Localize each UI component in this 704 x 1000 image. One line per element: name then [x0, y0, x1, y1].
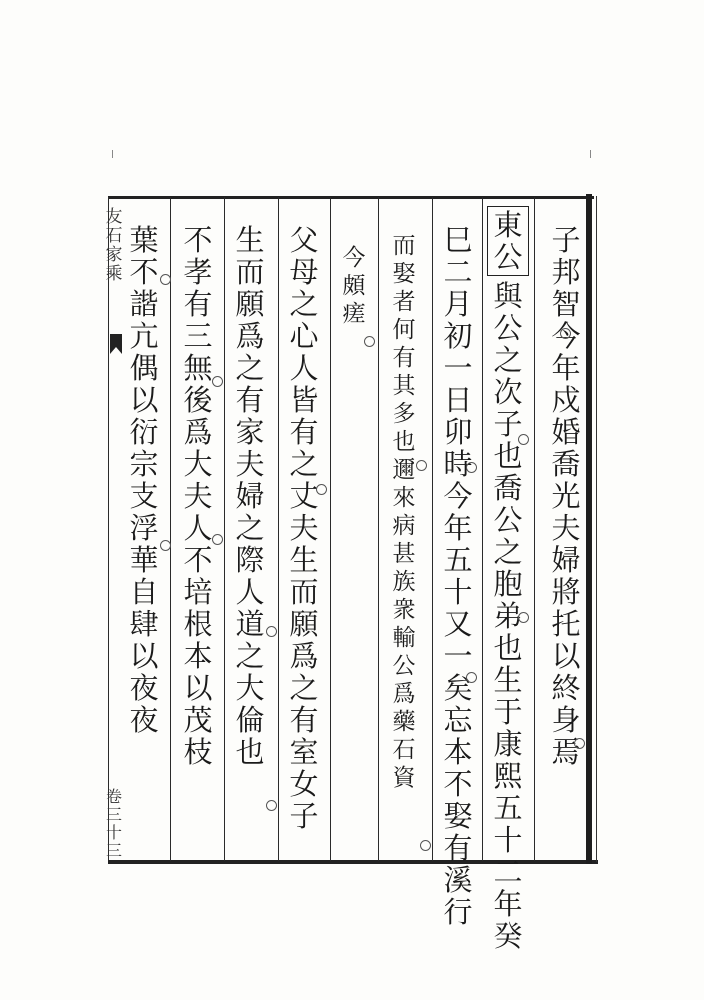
text-char: 母 — [289, 255, 319, 289]
text-char: 宗 — [129, 447, 159, 481]
text-char: 以 — [183, 671, 213, 705]
text-column-5 — [328, 244, 380, 328]
text-char: 人 — [183, 511, 213, 545]
text-char: 有 — [235, 383, 265, 417]
text-char: 娶 — [392, 261, 416, 287]
text-char: 也 — [493, 439, 523, 473]
text-char: 肆 — [129, 607, 159, 641]
text-char: 爲 — [392, 681, 416, 707]
text-char: 時 — [443, 447, 473, 481]
text-char: 也 — [392, 429, 416, 455]
frame-right-inner-line — [596, 196, 597, 862]
column-heading-boxed: 東 公 — [487, 206, 529, 276]
text-char: 十 — [493, 823, 523, 857]
text-char: 年 — [443, 511, 473, 545]
punctuation-circle — [420, 840, 431, 851]
text-char: 與 — [493, 279, 523, 313]
text-char: 者 — [392, 289, 416, 315]
spine-title-char: 乘 — [105, 264, 123, 284]
text-char: 夫 — [183, 479, 213, 513]
punctuation-circle — [466, 672, 477, 683]
text-char: 生 — [493, 663, 523, 697]
text-char: 本 — [183, 639, 213, 673]
text-char: 不 — [129, 255, 159, 289]
text-char: 藥 — [392, 709, 416, 735]
text-char: 之 — [235, 511, 265, 545]
registration-tick — [590, 150, 591, 158]
text-char: 之 — [235, 639, 265, 673]
text-char: 茂 — [183, 703, 213, 737]
text-char: 後 — [183, 383, 213, 417]
text-char: 病 — [392, 513, 416, 539]
text-char: 初 — [443, 319, 473, 353]
punctuation-circle — [266, 626, 277, 637]
text-char: 之 — [289, 447, 319, 481]
text-char: 溪 — [443, 863, 473, 897]
text-column-8 — [172, 224, 224, 768]
text-char: 頗 — [342, 273, 366, 299]
text-char: 有 — [289, 703, 319, 737]
text-char: 戍 — [551, 383, 581, 417]
text-char: 之 — [235, 351, 265, 385]
text-char: 五 — [493, 791, 523, 825]
spine-folio-char: 十 — [105, 823, 122, 842]
text-char: 月 — [443, 287, 473, 321]
text-char: 次 — [493, 375, 523, 409]
punctuation-circle — [160, 540, 171, 551]
text-char: 巳 — [443, 223, 473, 257]
punctuation-circle — [574, 738, 585, 749]
text-char: 何 — [392, 317, 416, 343]
text-char: 婦 — [551, 543, 581, 577]
text-char: 甚 — [392, 541, 416, 567]
text-char: 子 — [493, 407, 523, 441]
text-char: 而 — [392, 233, 416, 259]
text-char: 智 — [551, 287, 581, 321]
text-char: 爲 — [289, 639, 319, 673]
text-char: 亢 — [129, 319, 159, 353]
text-char: 爲 — [183, 415, 213, 449]
text-char: 人 — [289, 351, 319, 385]
text-char: 二 — [443, 255, 473, 289]
text-char: 女 — [289, 767, 319, 801]
text-char: 族 — [392, 569, 416, 595]
text-char: 而 — [289, 575, 319, 609]
spine-folio-char: 三 — [105, 841, 122, 860]
text-char: 夜 — [129, 671, 159, 705]
text-char: 以 — [129, 639, 159, 673]
text-char: 年 — [551, 351, 581, 385]
text-column-2 — [482, 206, 534, 952]
text-char: 光 — [551, 479, 581, 513]
text-char: 也 — [235, 735, 265, 769]
text-char: 今 — [342, 245, 366, 271]
punctuation-circle — [416, 460, 427, 471]
text-char: 瘥 — [342, 301, 366, 327]
registration-tick — [112, 150, 113, 158]
column-rule — [170, 197, 171, 861]
text-char: 婦 — [235, 479, 265, 513]
text-char: 卯 — [443, 415, 473, 449]
text-char: 培 — [183, 575, 213, 609]
text-char: 大 — [183, 447, 213, 481]
text-char: 之 — [493, 535, 523, 569]
text-char: 也 — [493, 631, 523, 665]
text-char: 胞 — [493, 567, 523, 601]
text-char: 本 — [443, 735, 473, 769]
text-char: 公 — [493, 503, 523, 537]
text-char: 子 — [551, 223, 581, 257]
text-char: 康 — [493, 727, 523, 761]
punctuation-circle — [560, 328, 571, 339]
text-column-4 — [378, 232, 430, 792]
spine-title-char: 石 — [105, 226, 123, 246]
text-char: 行 — [443, 895, 473, 929]
punctuation-circle — [316, 484, 327, 495]
text-char: 父 — [289, 223, 319, 257]
text-char: 又 — [443, 607, 473, 641]
text-char: 願 — [235, 287, 265, 321]
text-char: 大 — [235, 671, 265, 705]
text-char: 公 — [392, 653, 416, 679]
text-char: 焉 — [551, 735, 581, 769]
punctuation-circle — [466, 462, 477, 473]
text-char: 多 — [392, 401, 416, 427]
text-char: 衍 — [129, 415, 159, 449]
text-char: 將 — [551, 575, 581, 609]
text-char: 邇 — [392, 457, 416, 483]
text-char: 道 — [235, 607, 265, 641]
text-char: 不 — [183, 223, 213, 257]
text-char: 有 — [392, 345, 416, 371]
text-char: 于 — [493, 695, 523, 729]
text-char: 托 — [551, 607, 581, 641]
text-column-3 — [432, 224, 484, 928]
text-char: 夫 — [235, 447, 265, 481]
text-char: 根 — [183, 607, 213, 641]
text-char: 偶 — [129, 351, 159, 385]
text-char: 弟 — [493, 599, 523, 633]
text-char: 婚 — [551, 415, 581, 449]
spine-title-char: 家 — [105, 245, 123, 265]
text-char: 公 — [493, 311, 523, 345]
text-char: 人 — [235, 575, 265, 609]
text-char: 子 — [289, 799, 319, 833]
text-char: 不 — [183, 543, 213, 577]
text-column-1 — [540, 224, 592, 768]
text-char: 生 — [289, 543, 319, 577]
punctuation-circle — [266, 800, 277, 811]
text-char: 身 — [551, 703, 581, 737]
text-char: 資 — [392, 765, 416, 791]
column-rule — [534, 197, 535, 861]
text-char: 二 — [493, 855, 523, 889]
text-char: 不 — [443, 767, 473, 801]
text-column-7 — [224, 224, 276, 768]
text-char: 支 — [129, 479, 159, 513]
text-char: 輸 — [392, 625, 416, 651]
text-char: 今 — [443, 479, 473, 513]
text-char: 以 — [129, 383, 159, 417]
text-char: 以 — [551, 639, 581, 673]
text-char: 一 — [443, 351, 473, 385]
text-char: 來 — [392, 485, 416, 511]
punctuation-circle — [212, 534, 223, 545]
text-char: 願 — [289, 607, 319, 641]
spine-folio-char: 卷 — [105, 787, 122, 806]
text-char: 喬 — [493, 471, 523, 505]
text-char: 而 — [235, 255, 265, 289]
text-char: 自 — [129, 575, 159, 609]
text-char: 皆 — [289, 383, 319, 417]
text-char: 夫 — [551, 511, 581, 545]
punctuation-circle — [212, 376, 223, 387]
punctuation-circle — [518, 612, 529, 623]
text-char: 年 — [493, 887, 523, 921]
spine-title-char: 友 — [105, 207, 123, 227]
text-char: 終 — [551, 671, 581, 705]
text-char: 夫 — [289, 511, 319, 545]
text-char: 室 — [289, 735, 319, 769]
spine-folio — [104, 788, 124, 860]
text-char: 矣 — [443, 671, 473, 705]
text-char: 枝 — [183, 735, 213, 769]
text-char: 諧 — [129, 287, 159, 321]
text-char: 丈 — [289, 479, 319, 513]
text-char: 之 — [289, 671, 319, 705]
text-char: 華 — [129, 543, 159, 577]
text-char: 夜 — [129, 703, 159, 737]
text-char: 日 — [443, 383, 473, 417]
text-char: 無 — [183, 351, 213, 385]
text-column-9 — [118, 224, 170, 736]
punctuation-circle — [160, 274, 171, 285]
frame-top-border — [108, 196, 594, 199]
text-char: 葉 — [129, 223, 159, 257]
text-char: 一 — [443, 639, 473, 673]
text-char: 邦 — [551, 255, 581, 289]
text-char: 倫 — [235, 703, 265, 737]
text-char: 浮 — [129, 511, 159, 545]
spine-folio-char: 三 — [105, 805, 122, 824]
text-char: 今 — [551, 319, 581, 353]
text-char: 生 — [235, 223, 265, 257]
text-char: 之 — [289, 287, 319, 321]
text-char: 心 — [289, 319, 319, 353]
text-char: 喬 — [551, 447, 581, 481]
text-char: 其 — [392, 373, 416, 399]
punctuation-circle — [518, 434, 529, 445]
text-char: 有 — [443, 831, 473, 865]
text-char: 際 — [235, 543, 265, 577]
text-char: 之 — [493, 343, 523, 377]
text-char: 有 — [289, 415, 319, 449]
text-char: 十 — [443, 575, 473, 609]
text-column-6 — [278, 224, 330, 832]
text-char: 忘 — [443, 703, 473, 737]
text-char: 石 — [392, 737, 416, 763]
text-char: 爲 — [235, 319, 265, 353]
text-char: 孝 — [183, 255, 213, 289]
text-char: 熙 — [493, 759, 523, 793]
text-char: 家 — [235, 415, 265, 449]
text-char: 癸 — [493, 919, 523, 953]
text-char: 三 — [183, 319, 213, 353]
text-char: 衆 — [392, 597, 416, 623]
text-char: 娶 — [443, 799, 473, 833]
text-char: 五 — [443, 543, 473, 577]
punctuation-circle — [364, 336, 375, 347]
text-char: 有 — [183, 287, 213, 321]
